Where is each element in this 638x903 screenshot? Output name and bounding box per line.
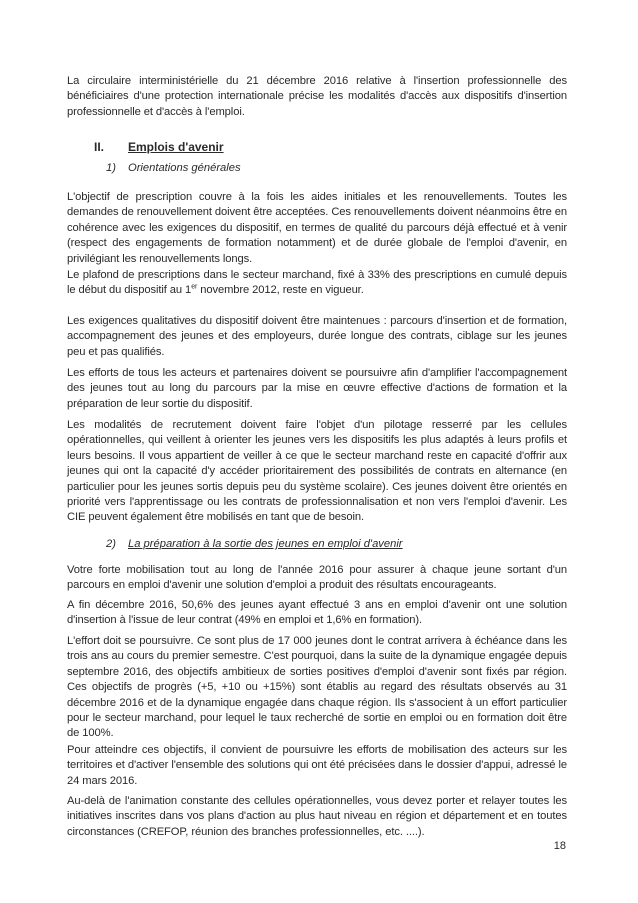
subsection-2-number: 2)	[106, 538, 116, 550]
plafond-superscript: er	[191, 283, 198, 291]
page-number: 18	[553, 840, 566, 852]
paragraph-mobilisation: Votre forte mobilisation tout au long de l'année 2016 pour assurer à chaque jeune sortant d'un parcours en emploi d'avenir une solution d'emploi a produit des résultats encourageants.	[67, 564, 567, 592]
plafond-text-end: novembre 2012, reste en vigueur.	[197, 284, 364, 297]
subsection-1-number: 1)	[106, 162, 116, 174]
subsection-2-heading	[106, 538, 403, 550]
plafond-text-start: Le plafond de prescriptions dans le secteur marchand, fixé à 33% des prescriptions en cumulé depuis le début du dispositif au 1	[67, 269, 567, 297]
paragraph-recrutement: Les modalités de recrutement doivent faire l'objet d'un pilotage resserré par les cellules opérationnelles, qui veillent à orienter les jeunes vers les dispositifs les plus adaptés à leurs profils et leurs besoins. Il vous appartient de veiller à ce que le secteur marchand reste en capacité d'offrir aux jeunes qui ont la capacité d'y accéder prioritairement des possibilités de contrats en alternance (en particulier pour les jeunes sortis depuis peu du système scolaire). Ces jeunes doivent être orientés en priorité vers l'apprentissage ou les contrats de professionnalisation et non vers l'emploi d'avenir. Les CIE peuvent également être mobilisés en tant que de besoin.	[67, 419, 567, 524]
subsection-1-heading	[106, 162, 241, 174]
intro-paragraph: La circulaire interministérielle du 21 décembre 2016 relative à l'insertion professionnelle des bénéficiaires d'une protection internationale précise les modalités d'accès aux dispositifs d'insertion professionnelle et d'accès à l'emploi.	[67, 75, 567, 118]
paragraph-efforts: Les efforts de tous les acteurs et partenaires doivent se poursuivre afin d'amplifier l'accompagnement des jeunes tout au long du parcours par la mise en œuvre effective d'actions de formation et la préparation de leur sortie du dispositif.	[67, 367, 567, 410]
section-title: Emplois d'avenir	[128, 140, 224, 154]
subsection-1-title: Orientations générales	[128, 162, 241, 174]
paragraph-effort: L'effort doit se poursuivre. Ce sont plus de 17 000 jeunes dont le contrat arrivera à échéance dans les trois ans au cours du premier semestre. C'est pourquoi, dans la suite de la dynamique engagée depuis septembre 2016, des objectifs ambitieux de sorties positives d'emploi d'avenir sont fixés par région. Ces objectifs de progrès (+5, +10 ou +15%) sont établis au regard des résultats observés au 31 décembre 2016 et de la dynamique engagée dans chaque région. Ils s'associent à un effort particulier pour le secteur marchand, pour lequel le taux recherché de sortie en emploi ou en formation doit être de 100%.	[67, 635, 567, 740]
paragraph-plafond	[67, 268, 567, 299]
paragraph-resultats: A fin décembre 2016, 50,6% des jeunes ayant effectué 3 ans en emploi d'avenir ont une solution d'insertion à l'issue de leur contrat (49% en emploi et 1,6% en formation).	[67, 599, 567, 627]
subsection-2-title: La préparation à la sortie des jeunes en emploi d'avenir	[128, 538, 403, 550]
section-number: II.	[94, 140, 105, 154]
paragraph-objectifs: Pour atteindre ces objectifs, il convient de poursuivre les efforts de mobilisation des acteurs sur les territoires et d'activer l'ensemble des solutions qui ont été précisées dans le dossier d'appui, adressé le 24 mars 2016.	[67, 744, 567, 787]
paragraph-animation: Au-delà de l'animation constante des cellules opérationnelles, vous devez porter et relayer toutes les initiatives inscrites dans vos plans d'action au plus haut niveau en région et département et en toutes circonstances (CREFOP, réunion des branches professionnelles, etc. ....).	[67, 795, 567, 838]
paragraph-prescription: L'objectif de prescription couvre à la fois les aides initiales et les renouvellements. Toutes les demandes de renouvellement doivent être acceptées. Ces renouvellements doivent néanmoins être en cohérence avec les exigences du dispositif, en termes de qualité du parcours déjà effectué et à venir (respect des engagements de formation notamment) et de durée globale de l'emploi d'avenir, en privilégiant les renouvellements longs.	[67, 191, 567, 265]
paragraph-exigences: Les exigences qualitatives du dispositif doivent être maintenues : parcours d'insertion et de formation, accompagnement des jeunes et des employeurs, durée longue des contrats, ciblage sur les jeunes peu et pas qualifiés.	[67, 315, 567, 358]
